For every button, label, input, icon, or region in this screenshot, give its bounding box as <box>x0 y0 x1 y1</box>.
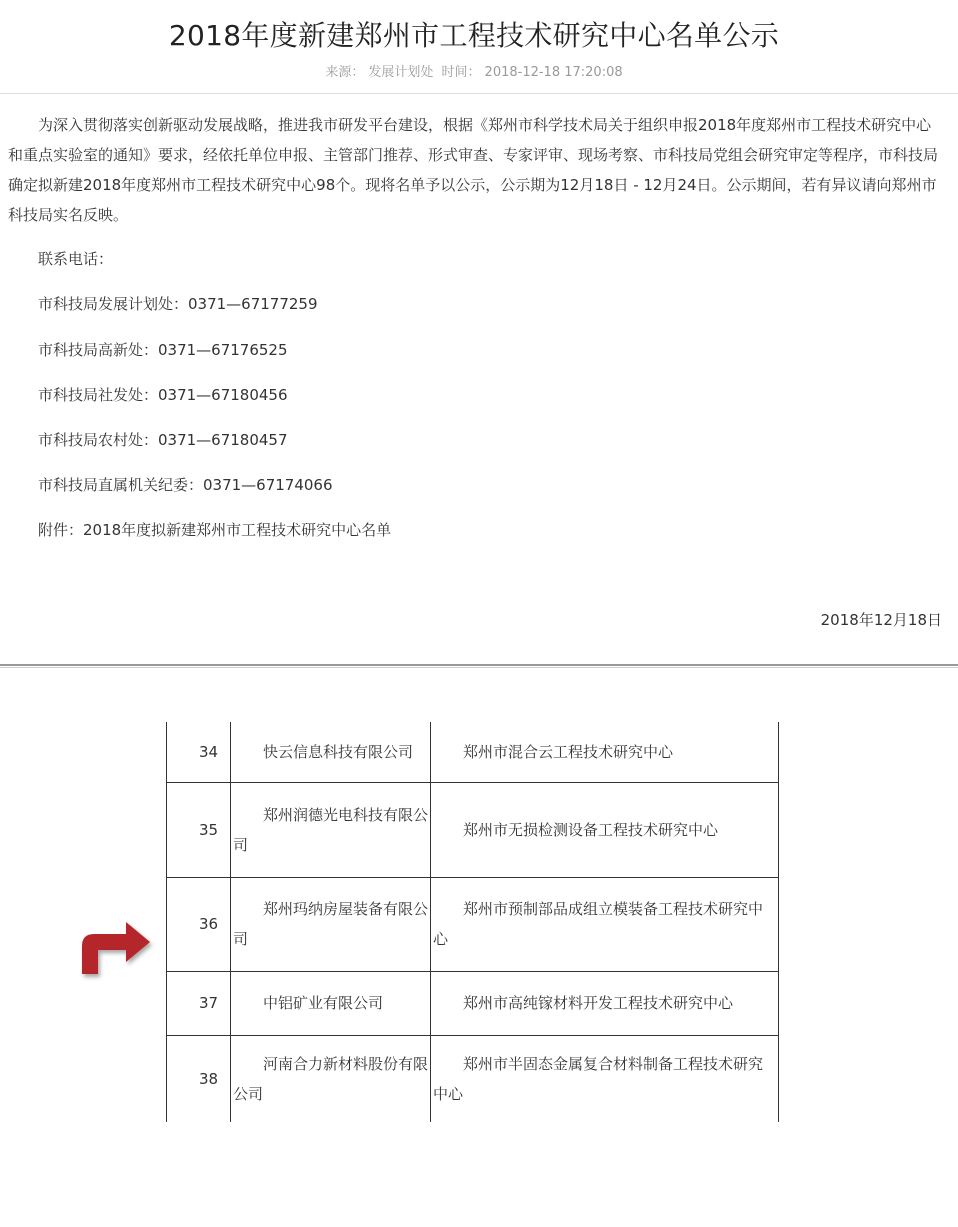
company-name: 中铝矿业有限公司 <box>231 971 431 1035</box>
red-arrow-icon <box>78 912 158 984</box>
center-name: 郑州市半固态金属复合材料制备工程技术研究中心 <box>431 1035 779 1122</box>
row-number: 34 <box>167 722 231 782</box>
source-value[interactable]: 发展计划处 <box>368 65 434 80</box>
row-number: 35 <box>167 782 231 877</box>
contact-heading: 联系电话： <box>38 250 114 268</box>
section-separator <box>0 664 958 668</box>
table-row <box>167 971 779 1035</box>
company-name: 郑州润德光电科技有限公司 <box>231 782 431 877</box>
table-row <box>167 782 779 877</box>
table-row <box>167 722 779 782</box>
publish-date: 2018年12月18日 <box>820 611 942 629</box>
company-name: 快云信息科技有限公司 <box>231 722 431 782</box>
contact-line: 市科技局发展计划处：0371—67177259 <box>38 295 318 313</box>
contact-line: 市科技局高新处：0371—67176525 <box>38 341 288 359</box>
article-meta <box>0 61 948 80</box>
attachment-link[interactable]: 附件：2018年度拟新建郑州市工程技术研究中心名单 <box>38 521 392 539</box>
page-title: 2018年度新建郑州市工程技术研究中心名单公示 <box>168 19 780 52</box>
time-label: 时间： <box>441 65 481 80</box>
row-number: 36 <box>167 877 231 971</box>
intro-paragraph: 为深入贯彻落实创新驱动发展战略，推进我市研发平台建设，根据《郑州市科学技术局关于组织申报2018年度郑州市工程技术研究中心和重点实验室的通知》要求，经依托单位申报、主管部门推荐、形式审查、专家评审、现场考察、市科技局党组会研究审定等程序，市科技局确定拟新建2018年度郑州市工程技术研究中心98个。现将名单予以公示，公示期为12月18日 - 12月24日。公示期间，若有异议请向郑州市科技局实名反映。 <box>8 116 939 224</box>
row-number: 38 <box>167 1035 231 1122</box>
center-name: 郑州市混合云工程技术研究中心 <box>431 722 779 782</box>
contact-line: 市科技局农村处：0371—67180457 <box>38 431 288 449</box>
center-name: 郑州市无损检测设备工程技术研究中心 <box>431 782 779 877</box>
title-divider <box>0 93 958 94</box>
source-label: 来源： <box>325 65 365 80</box>
time-value: 2018-12-18 17:20:08 <box>484 65 623 80</box>
company-name: 河南合力新材料股份有限公司 <box>231 1035 431 1122</box>
center-name: 郑州市预制部品成组立模装备工程技术研究中心 <box>431 877 779 971</box>
company-name: 郑州玛纳房屋装备有限公司 <box>231 877 431 971</box>
center-name: 郑州市高纯镓材料开发工程技术研究中心 <box>431 971 779 1035</box>
table-row <box>167 1035 779 1122</box>
contact-line: 市科技局社发处：0371—67180456 <box>38 386 288 404</box>
table-row <box>167 877 779 971</box>
row-number: 37 <box>167 971 231 1035</box>
center-list-table <box>166 722 779 1122</box>
contact-line: 市科技局直属机关纪委：0371—67174066 <box>38 476 333 494</box>
